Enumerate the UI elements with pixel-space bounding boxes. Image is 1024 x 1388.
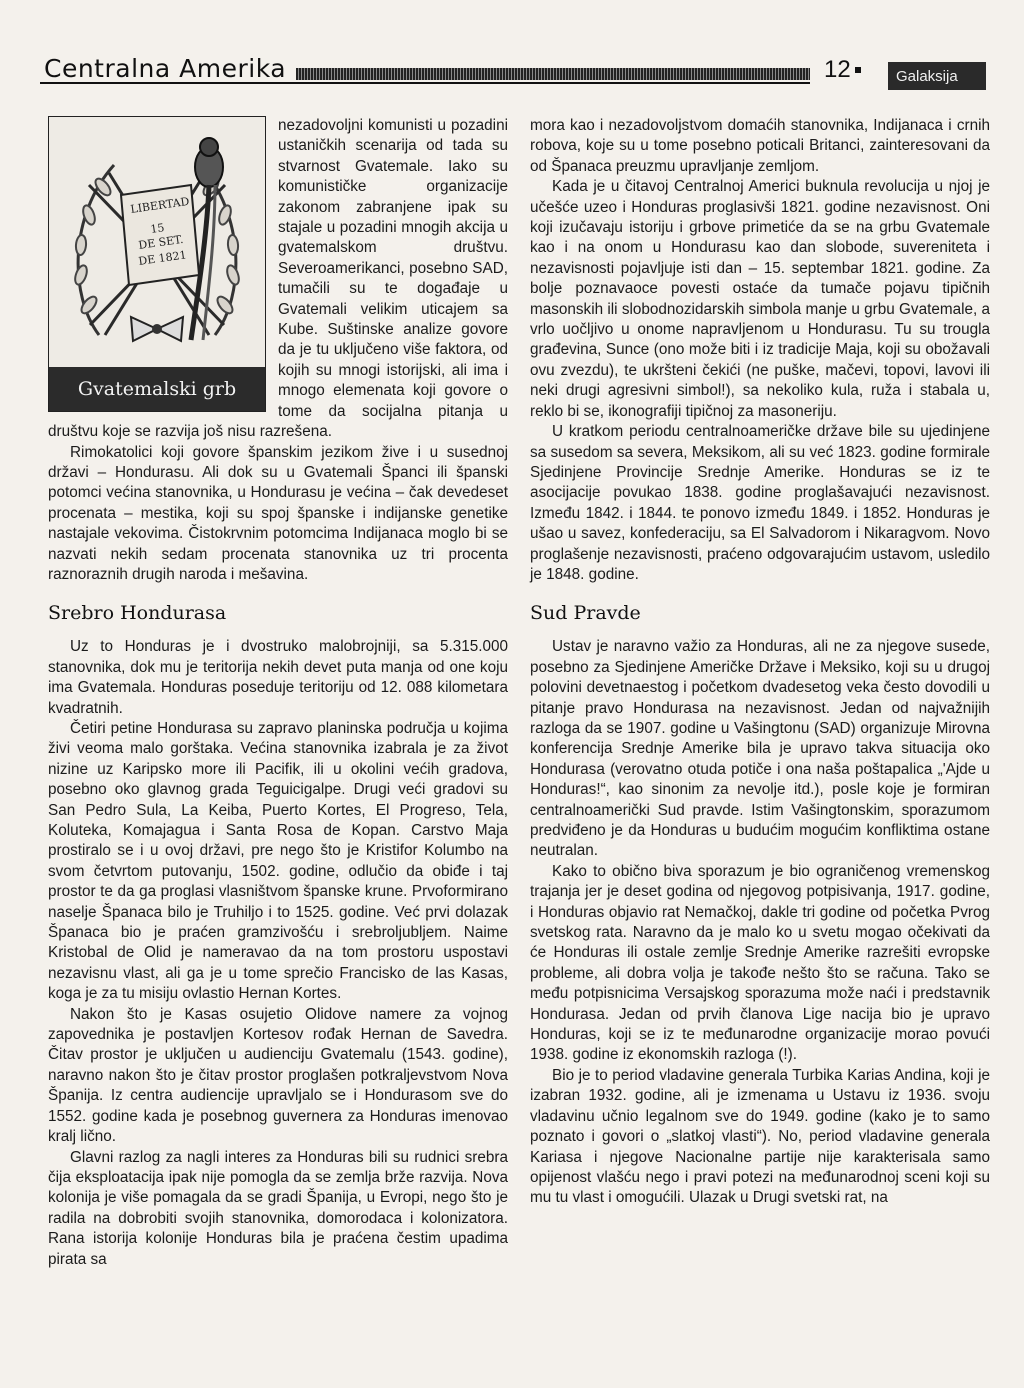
- paragraph: Bio je to period vladavine generala Turbika Karias Andina, koji je izabran 1932. godine, ali je izmenama u Ustavu iz 1936. svoju vladavinu učnio legalnom sve do 1949. godine (kako je to samo poznato i govori o „slatkoj vlasti“). No, period vladavine generala Kariasa i njegove Nacionalne partije nije karakterisala samo opijenost vlašću nego i pravi potezi na međunarodnoj sceni koji su mu tu vlast i omogućili. Ulazak u Drugi svetski rat, na: [530, 1066, 990, 1207]
- header-decorative-bar: [296, 68, 810, 80]
- section-title: Centralna Amerika: [44, 54, 287, 83]
- paragraph: Kako to obično biva sporazum je bio ograničenog vremenskog trajanja jer je deset godina od njegovog potpisivanja, 1917. godine, i Honduras objavio rat Nemačkoj, dakle tri godine od početka Pvrog svetskog rata. Naravno da je malo ko u svetu mogao očekivati da će Honduras ili ostale zemlje Srednje Amerike razrešiti evropske probleme, ali dobra volja je takođe nešto što se računa. Tako se među potpisnicima Versajskog sporazuma može naći i predstavnik Hondurasa. Jedan od prvih članova Lige nacija bio je upravo Honduras, koji se iz te međunarodne organizacije morao povući 1938. godine iz ekonomskih razloga (!).: [530, 862, 990, 1064]
- svg-text:15: 15: [149, 221, 166, 236]
- magazine-name-badge: Galaksija: [888, 62, 986, 90]
- paragraph: nezadovoljni komunisti u pozadini ustaničkih scenarija od tada su stvarnost Gvatemale. Iako su komunističke organizacije zakonom zabranjene ipak su stajale u pozadini mnogih akcija u gvatemalskom društvu. Severoamerikanci, posebno SAD, tumačili su te događaje u Gvatemali velikim uticajem sa Kube. Suštinske analize govore da je tu uključeno više faktora, od kojih su mnogi istorijski, ali ima i mnogo elemenata koji govore o tome da socijalna pitanja u društvu koje se razvija još nisu razrešena.: [48, 117, 508, 441]
- page-number: 12: [824, 56, 851, 83]
- figure-caption: Gvatemalski grb: [49, 367, 265, 411]
- left-column: [48, 116, 508, 1270]
- paragraph: Četiri petine Hondurasa su zapravo planinska područja u kojima živi veoma malo gorštaka. Većina stanovnika izabrala je za život nizine uz Karipsko more ili Pacifik, ili u okolini većih gradova, posebno oko glavnog grada Teguicigalpe. Drugi veći gradovi su San Pedro Sula, La Keiba, Puerto Kortes, El Progreso, Tela, Koluteka, Komajagua i Santa Rosa de Kopan. Carstvo Maja prostiralo se i u ovoj državi, pre nego što je Kristifor Kolumbo na svom četvrtom putovanju, 1502. godine, odlučio da obiđe i taj prostor te da ga proglasi vlasništvom španske krune. Prvoformirano naselje Španaca bilo je Truhiljo i to 1525. godine. Već prvi dolazak Španaca bio je praćen gramzivošću i srebroljubljem. Naime Kristobal de Olid je nameravao da na tom prostoru uspostavi nezavisnu vlast, ali ga je u tome sprečio Francisko de las Kasas, koga je za tu misiju ovlastio Hernan Kortes.: [48, 719, 508, 1003]
- svg-text:DE 1821: DE 1821: [137, 248, 188, 268]
- paragraph: Ustav je naravno važio za Honduras, ali ne za njegove susede, posebno za Sjedinjene Američke Države i Meksiko, koji su u drugoj polovini devetnaestog i početkom dvadesetog veka često dovodili u pitanje pravo Hondurasa na nezavisnost. Jedan od najvažnijih razloga da se 1907. godine u Vašingtonu (SAD) organizuje Mirovna konferencija Srednje Amerike bila je upravo takva situacija oko Hondurasa (verovatno otuda potiče i ona naša poštapalica „'Ajde u Honduras!“, kao sinonim za nevolje itd.), posle koje je formiran centralnoamerički Sud pravde. Istim Vašingtonskim, sporazumom predviđeno je da Honduras u budućim mogućim konfliktima ostane neutralan.: [530, 638, 990, 860]
- section-heading: Srebro Hondurasa: [48, 602, 227, 625]
- header-rule: [40, 82, 810, 84]
- paragraph: Uz to Honduras je i dvostruko malobrojniji, sa 5.315.000 stanovnika, dok mu je teritorija nekih devet puta manja od one koju ima Gvatemala. Honduras poseduje teritoriju od 12. 088 kilometara kvadratnih.: [48, 638, 508, 717]
- section-heading: Sud Pravde: [530, 602, 641, 625]
- paragraph: Kada je u čitavoj Centralnoj Americi buknula revolucija u njoj je učešće uzeo i Honduras proglasivši 1821. godine nezavisnost. Oni koji izučavaju istoriju i grbove primetiće da se na grbu Gvatemale kao i na onom u Hondurasu kao dan slobode, suvereniteta i nezavisnosti pojavljuje isti dan – 15. septembar 1821. godine. Za bolje poznavaoce povesti ostaće da tumače pojavu tipičnih masonskih ili slobodnozidarskih simbola manje u grbu Gvatemale, a vrlo uočljivo u onome napravljenom u Hondurasu. Tu su trougla građevina, Sunce (ono može biti i iz tradicije Maja, koji su obožavali ovu zvezdu), te ukršteni čekići (ne puške, mačevi, topovi, lavovi ili neki drugi agresivni simbol!), sa nekoliko kula, ruža i stabala u, reklo bi se, ikonografiji tipičnoj za masoneriju.: [530, 178, 990, 420]
- paragraph: Rimokatolici koji govore španskim jezikom žive i u susednoj državi – Hondurasu. Ali dok su u Gvatemali Španci ili španski potomci većina stanovnika, u Hondurasu je većina – čak devedeset procenata – mestika, koji su spoj španske i indijanske genetike nastajale vekovima. Čistokrvnim potomcima Indijanaca moglo bi se nazvati nekih sedam procenata stanovnika uz tri procenta raznoraznih drugih naroda i mešavina.: [48, 443, 508, 583]
- guatemala-coat-of-arms-icon: [59, 125, 255, 361]
- paragraph: U kratkom periodu centralnoameričke države bile su ujedinjene sa susedom sa severa, Meksikom, ali su već 1823. godine formirale Sjedinjene Provincije Srednje Amerike. Honduras se iz te asocijacije povukao 1838. godine proglašavajući nezavisnost. Između 1842. i 1844. te ponovo između 1849. i 1852. Honduras je ušao u savez, konfederaciju, sa El Salvadorom i Nikaragvom. Novo proglašenje nezavisnosti, praćeno odgovarajućim ustavom, usledilo je 1848. godine.: [530, 423, 990, 583]
- svg-text:LIBERTAD: LIBERTAD: [129, 194, 191, 216]
- square-bullet-icon: [855, 67, 861, 73]
- page-header: [40, 50, 990, 90]
- paragraph: mora kao i nezadovoljstvom domaćih stanovnika, Indijanaca i crnih robova, koje su u tome posebno poticali Britanci, zainteresovani da od Španaca preuzmu upravljanje zemljom.: [530, 117, 990, 175]
- coat-of-arms-figure: [48, 116, 266, 412]
- paragraph: Nakon što je Kasas osujetio Olidove namere za vojnog zapovednika je postavljen Kortesov rođak Hernan de Savedra. Čitav prostor je uključen u audienciju Gvatemalu (1543. godine), naravno nakon što je čitav prostor proglašen potkraljevstvom Nova Španija. Iz centra audiencije upravljalo se i Hondurasom sve do 1552. godine kada je posebnog guvernera za Honduras imenovao kralj lično.: [48, 1005, 508, 1146]
- svg-text:DE SET.: DE SET.: [137, 232, 185, 252]
- right-column: [530, 116, 990, 1209]
- paragraph: Glavni razlog za nagli interes za Honduras bili su rudnici srebra čija eksploatacija ipak nije pomogla da se zemlja brže razvija. Nova kolonija je više pomagala da se gradi Španija, u Evropi, nego što je radila na dobrobiti svojih stanovnika, domorodaca i kolonizatora. Rana istorija kolonije Honduras bila je praćena čestim upadima pirata sa: [48, 1148, 508, 1268]
